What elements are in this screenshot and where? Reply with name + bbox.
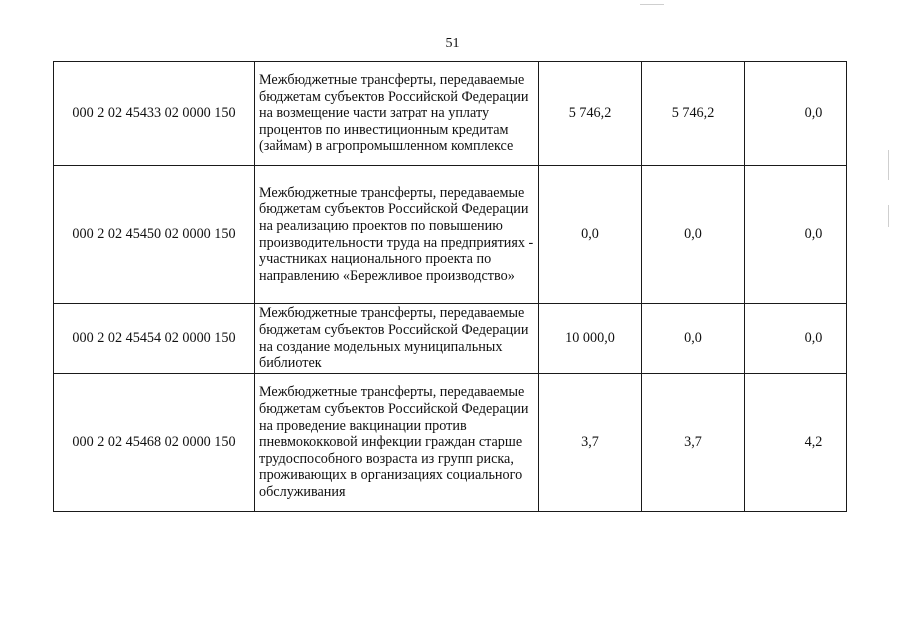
table-row <box>54 304 847 374</box>
budget-code: 000 2 02 45450 02 0000 150 <box>54 166 255 304</box>
value-column-2: 0,0 <box>642 304 745 374</box>
row-description: Межбюджетные трансферты, передаваемые бюджетам субъектов Российской Федерации на создание модельных муниципальных библиотек <box>255 304 539 374</box>
value-column-1: 0,0 <box>539 166 642 304</box>
budget-table <box>53 61 847 512</box>
row-description: Межбюджетные трансферты, передаваемые бюджетам субъектов Российской Федерации на реализацию проектов по повышению производительности труда на предприятиях - участниках национального проекта по направлению «Бережливое производство» <box>255 166 539 304</box>
value-column-3: 0,0 <box>745 304 847 374</box>
value-column-1: 3,7 <box>539 374 642 512</box>
scan-artifact-line <box>640 4 664 5</box>
value-column-3: 4,2 <box>745 374 847 512</box>
value-column-2: 3,7 <box>642 374 745 512</box>
table-row <box>54 166 847 304</box>
value-column-1: 5 746,2 <box>539 62 642 166</box>
table-row <box>54 374 847 512</box>
scan-artifact-line <box>888 150 889 180</box>
row-description: Межбюджетные трансферты, передаваемые бюджетам субъектов Российской Федерации на проведение вакцинации против пневмококковой инфекции граждан старше трудоспособного возраста из групп риска, проживающих в организациях социального обслуживания <box>255 374 539 512</box>
scan-artifact-line <box>888 205 889 227</box>
budget-code: 000 2 02 45454 02 0000 150 <box>54 304 255 374</box>
value-column-3: 0,0 <box>745 62 847 166</box>
table-row <box>54 62 847 166</box>
value-column-3: 0,0 <box>745 166 847 304</box>
budget-code: 000 2 02 45468 02 0000 150 <box>54 374 255 512</box>
budget-code: 000 2 02 45433 02 0000 150 <box>54 62 255 166</box>
value-column-2: 0,0 <box>642 166 745 304</box>
value-column-2: 5 746,2 <box>642 62 745 166</box>
value-column-1: 10 000,0 <box>539 304 642 374</box>
row-description: Межбюджетные трансферты, передаваемые бюджетам субъектов Российской Федерации на возмещение части затрат на уплату процентов по инвестиционным кредитам (займам) в агропромышленном комплексе <box>255 62 539 166</box>
page-number: 51 <box>445 36 460 51</box>
